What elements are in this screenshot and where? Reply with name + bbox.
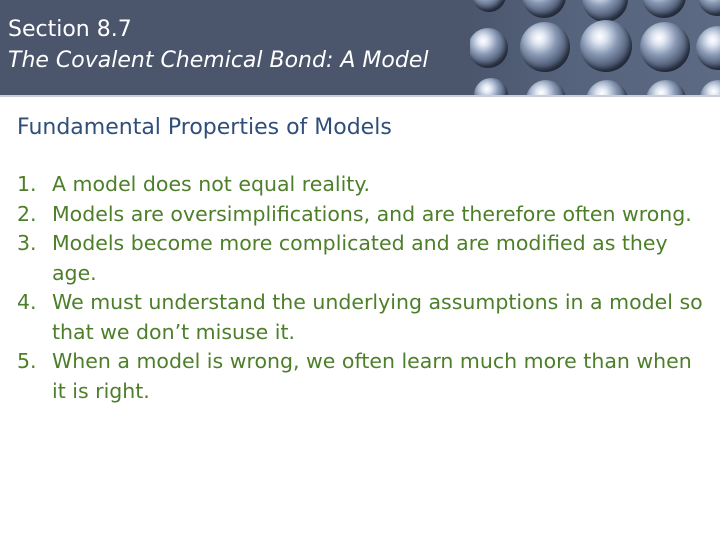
section-subtitle: The Covalent Chemical Bond: A Model (8, 48, 429, 73)
orb-decoration (640, 22, 690, 72)
list-number: 5. (17, 349, 37, 373)
list-item (17, 170, 707, 200)
header-text (8, 14, 428, 76)
list-item (17, 347, 707, 406)
orb-decoration (696, 26, 720, 70)
list-item (17, 200, 707, 230)
orb-decoration (642, 0, 686, 18)
orb-decoration (472, 0, 506, 12)
list-text: We must understand the underlying assumptions in a model so that we don’t misuse it. (52, 290, 703, 344)
list-number: 3. (17, 231, 37, 255)
orb-decoration (470, 28, 508, 68)
list-text: Models are oversimplifications, and are therefore often wrong. (52, 201, 692, 226)
header-banner (0, 0, 720, 95)
header-divider (0, 95, 720, 97)
orb-decoration (520, 22, 570, 72)
properties-list (17, 170, 707, 406)
orb-decoration (700, 80, 720, 95)
list-text: A model does not equal reality. (52, 172, 371, 196)
decorative-orbs-image (470, 0, 720, 95)
list-number: 4. (17, 290, 37, 314)
orb-decoration (580, 20, 632, 72)
orb-decoration (526, 80, 566, 95)
orb-decoration (474, 78, 508, 95)
list-text: Models become more complicated and are modified as they age. (52, 231, 668, 285)
list-number: 2. (17, 201, 37, 226)
list-item (17, 288, 707, 347)
list-number: 1. (17, 172, 37, 196)
orb-decoration (586, 80, 628, 95)
orb-decoration (698, 0, 720, 16)
orb-decoration (646, 80, 686, 95)
list-item (17, 229, 707, 288)
section-label: Section 8.7 (8, 17, 132, 42)
list-text: When a model is wrong, we often learn much more than when it is right. (52, 349, 692, 403)
orb-decoration (582, 0, 628, 22)
orb-decoration (522, 0, 566, 18)
slide-title: Fundamental Properties of Models (17, 115, 392, 140)
